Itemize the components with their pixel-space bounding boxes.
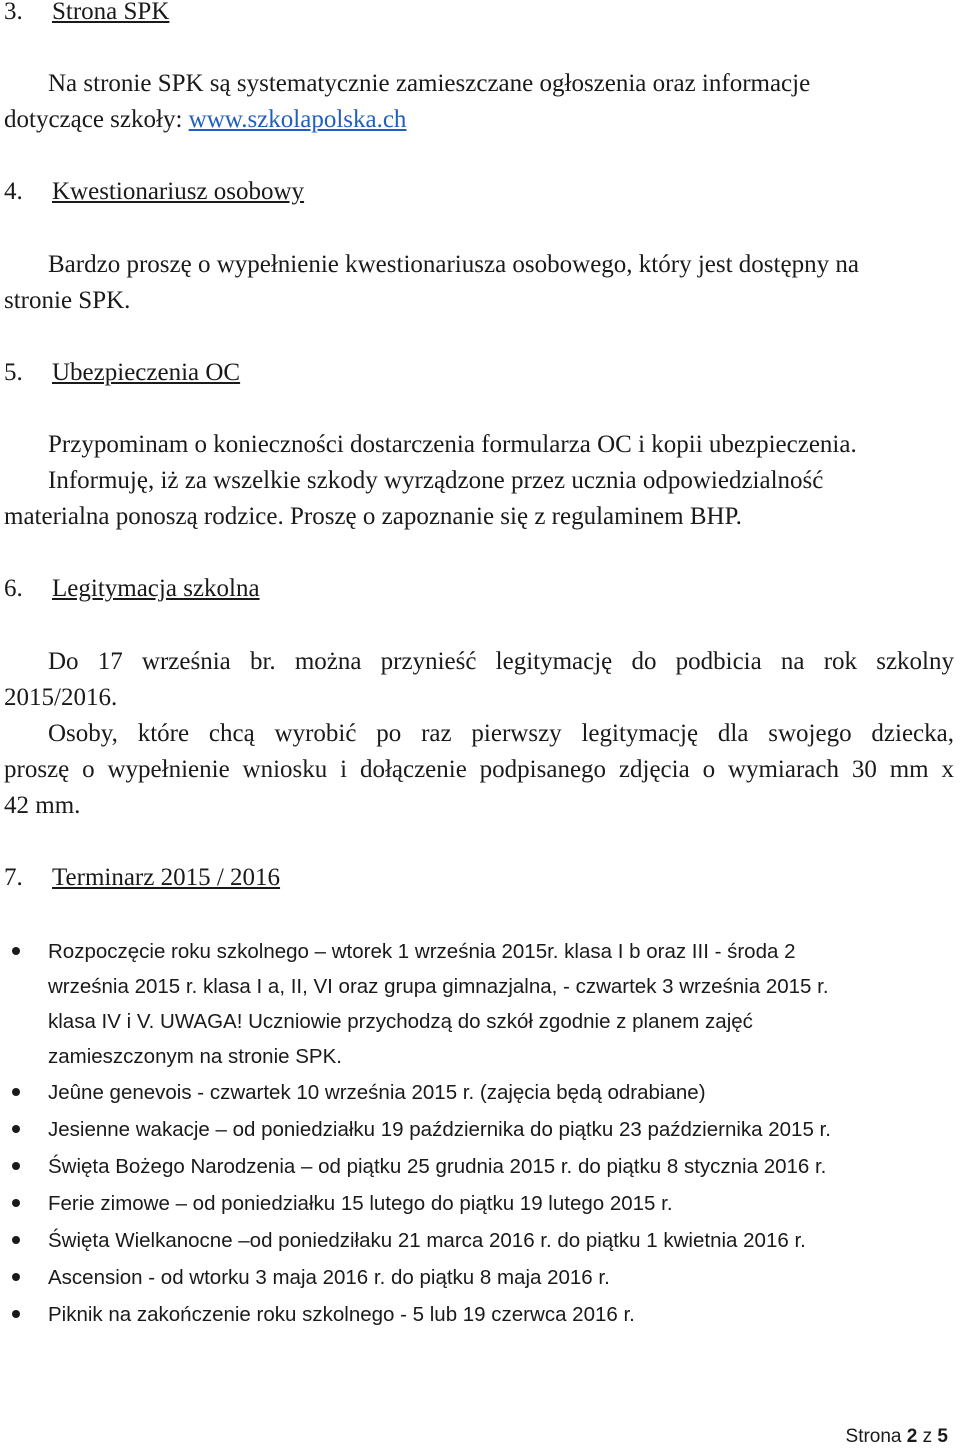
website-link[interactable]: www.szkolapolska.ch [188, 106, 407, 133]
paragraph-line: materialna ponoszą rodzice. Proszę o zapoznanie się z regulaminem BHP. [4, 503, 742, 530]
section-title: Kwestionariusz osobowy [52, 178, 305, 205]
paragraph-line: Bardzo proszę o wypełnienie kwestionariusza osobowego, który jest dostępny na [48, 251, 859, 278]
section-number: 4. [4, 178, 23, 205]
section-number: 5. [4, 359, 23, 386]
list-item-text: Święta Bożego Narodzenia – od piątku 25 grudnia 2015 r. do piątku 8 stycznia 2016 r. [48, 1155, 827, 1178]
bullet-icon [12, 1162, 20, 1170]
page-footer [846, 1423, 948, 1451]
paragraph-line: Informuję, iż za wszelkie szkody wyrządzone przez ucznia odpowiedzialność [48, 467, 824, 494]
section-title: Legitymacja szkolna [52, 575, 260, 602]
section-title: Terminarz 2015 / 2016 [52, 864, 281, 891]
section-6-heading [4, 571, 260, 607]
bullet-icon [12, 1199, 20, 1207]
paragraph-line [4, 102, 406, 138]
list-item-line: Rozpoczęcie roku szkolnego – wtorek 1 września 2015r. klasa I b oraz III - środa 2 [48, 940, 796, 963]
footer-label: Strona [845, 1426, 902, 1447]
list-item-text: Ferie zimowe – od poniedziałku 15 lutego do piątku 19 lutego 2015 r. [48, 1192, 673, 1215]
paragraph-line: Osoby, które chcą wyrobić po raz pierwszy legitymację dla swojego dziecka, [48, 720, 954, 747]
list-item-text: Piknik na zakończenie roku szkolnego - 5 lub 19 czerwca 2016 r. [48, 1303, 635, 1326]
list-item-text: Święta Wielkanocne –od poniedziłaku 21 marca 2016 r. do piątku 1 kwietnia 2016 r. [48, 1229, 806, 1252]
footer-page-number: 2 [906, 1426, 918, 1447]
bullet-icon [12, 1310, 20, 1318]
section-7-heading [4, 860, 280, 896]
paragraph-line: Na stronie SPK są systematycznie zamieszczane ogłoszenia oraz informacje [48, 70, 811, 97]
paragraph-line: Przypominam o konieczności dostarczenia formularza OC i kopii ubezpieczenia. [48, 431, 857, 458]
list-item-line: klasa IV i V. UWAGA! Uczniowie przychodzą do szkół zgodnie z planem zajęć [48, 1010, 753, 1033]
section-title: Strona SPK [52, 0, 170, 25]
section-3-heading [4, 0, 169, 30]
bullet-icon [12, 1088, 20, 1096]
section-title: Ubezpieczenia OC [52, 359, 241, 386]
section-number: 7. [4, 864, 23, 891]
list-item-text: Ascension - od wtorku 3 maja 2016 r. do piątku 8 maja 2016 r. [48, 1266, 610, 1289]
footer-total-pages: 5 [937, 1426, 948, 1447]
section-4-heading [4, 174, 304, 210]
bullet-icon [12, 1273, 20, 1281]
bullet-icon [12, 1236, 20, 1244]
footer-of: z [922, 1426, 933, 1447]
list-item-line: września 2015 r. klasa I a, II, VI oraz grupa gimnazjalna, - czwartek 3 września 2015 r. [48, 975, 829, 998]
paragraph-line: 2015/2016. [4, 684, 118, 711]
paragraph-line: Do 17 września br. można przynieść legitymację do podbicia na rok szkolny [48, 648, 954, 675]
paragraph-line: 42 mm. [4, 792, 81, 819]
paragraph-line: stronie SPK. [4, 287, 131, 314]
list-item-text: Jeûne genevois - czwartek 10 września 2015 r. (zajęcia będą odrabiane) [48, 1081, 706, 1104]
list-item-text: Jesienne wakacje – od poniedziałku 19 października do piątku 23 października 2015 r. [48, 1118, 831, 1141]
paragraph-text: dotyczące szkoły: [4, 106, 189, 133]
list-item-line: zamieszczonym na stronie SPK. [48, 1045, 342, 1068]
section-number: 6. [4, 575, 23, 602]
bullet-icon [12, 947, 20, 955]
bullet-icon [12, 1125, 20, 1133]
paragraph-line: proszę o wypełnienie wniosku i dołączenie podpisanego zdjęcia o wymiarach 30 mm x [4, 756, 954, 783]
section-5-heading [4, 355, 240, 391]
section-number: 3. [4, 0, 23, 25]
